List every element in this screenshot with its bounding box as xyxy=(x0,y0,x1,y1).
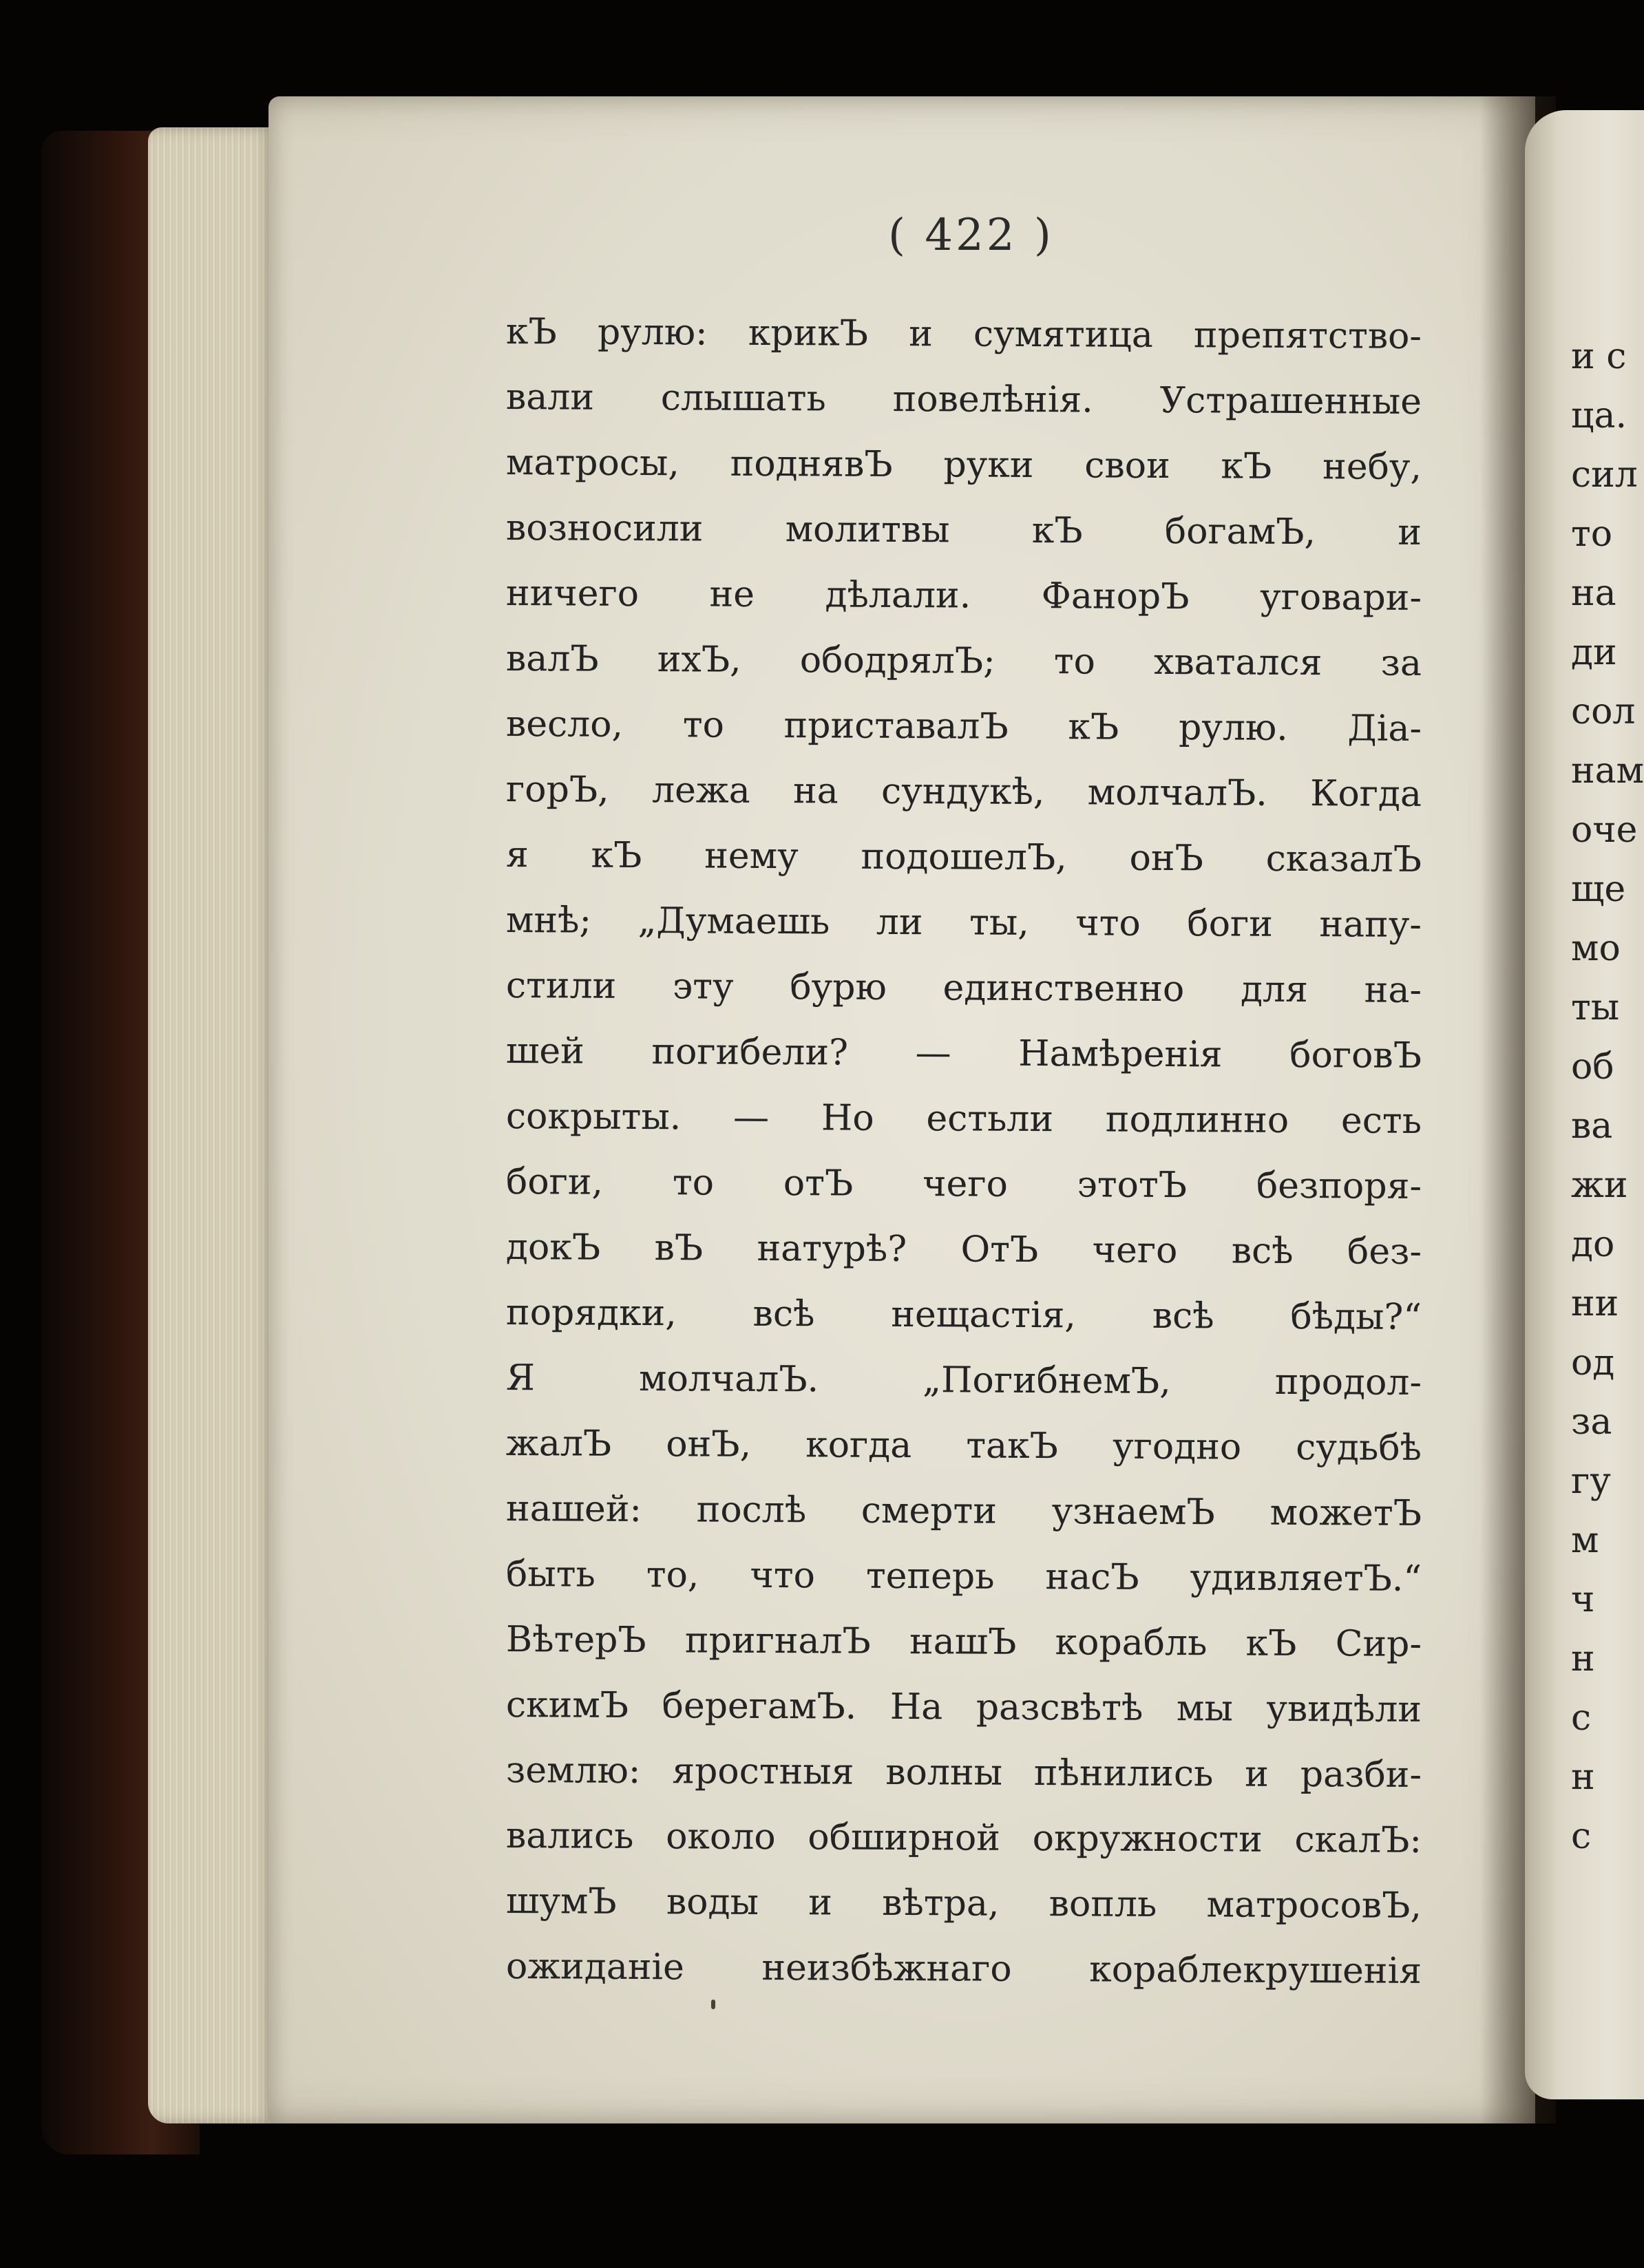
facing-text-line: ч xyxy=(1571,1579,1595,1620)
text-line: кЪ рулю: крикЪ и сумятица препятство- xyxy=(505,311,1422,357)
facing-text-line: ты xyxy=(1571,987,1620,1028)
text-line: весло, то приставалЪ кЪ рулю. Діа- xyxy=(505,703,1422,750)
page-text xyxy=(506,299,1422,2000)
facing-text-line: с xyxy=(1571,1697,1592,1739)
text-line: Я молчалЪ. „ПогибнемЪ, продол- xyxy=(505,1357,1422,1403)
text-line: скимЪ берегамЪ. На разсвѣтѣ мы увидѣли xyxy=(505,1684,1422,1730)
facing-text-line: с xyxy=(1571,1816,1592,1857)
facing-text-line: мо xyxy=(1571,928,1621,969)
text-line: вались около обширной окружности скалЪ: xyxy=(505,1815,1422,1861)
text-line: ВѣтерЪ пригналЪ нашЪ корабль кЪ Сир- xyxy=(505,1619,1422,1665)
facing-text-line: ни xyxy=(1571,1283,1619,1324)
facing-text-line: ди xyxy=(1571,632,1617,673)
facing-text-line: об xyxy=(1571,1046,1614,1088)
text-line: горЪ, лежа на сундукѣ, молчалЪ. Когда xyxy=(505,769,1422,815)
text-line: докЪ вЪ натурѣ? ОтЪ чего всѣ без- xyxy=(505,1227,1422,1273)
facing-text-line: на xyxy=(1571,573,1616,614)
text-line: мнѣ; „Думаешь ли ты, что боги напу- xyxy=(505,900,1422,946)
facing-page-text xyxy=(1571,327,1644,1866)
facing-text-line: гу xyxy=(1571,1461,1611,1502)
text-line: ожиданіе неизбѣжнаго кораблекрушенія xyxy=(505,1946,1422,1992)
facing-text-line: сил xyxy=(1571,454,1638,496)
facing-text-line: за xyxy=(1571,1401,1612,1443)
facing-text-line: сол xyxy=(1571,691,1636,732)
text-line: матросы, поднявЪ руки свои кЪ небу, xyxy=(505,442,1422,488)
text-line: ничего не дѣлали. ФанорЪ уговари- xyxy=(505,573,1422,619)
text-line: быть то, что теперь насЪ удивляетЪ.“ xyxy=(505,1554,1422,1600)
page-block-edge xyxy=(148,127,275,2123)
facing-text-line: оче xyxy=(1571,809,1638,851)
facing-text-line: н xyxy=(1571,1638,1595,1679)
text-line: валЪ ихЪ, ободрялЪ; то хватался за xyxy=(505,638,1422,684)
facing-text-line: и с xyxy=(1571,336,1627,377)
paper-speck xyxy=(711,2000,715,2009)
page-number: ( 422 ) xyxy=(888,210,1054,261)
facing-text-line: то xyxy=(1571,513,1613,555)
text-line: нашей: послѣ смерти узнаемЪ можетЪ xyxy=(505,1488,1422,1534)
facing-text-line: ва xyxy=(1571,1105,1613,1147)
text-line: вали слышать повелѣнія. Устрашенные xyxy=(505,377,1422,423)
facing-text-line: нам xyxy=(1571,750,1644,792)
text-line: жалЪ онЪ, когда такЪ угодно судьбѣ xyxy=(505,1423,1422,1469)
text-line: землю: яростныя волны пѣнились и разби- xyxy=(505,1750,1422,1796)
text-line: я кЪ нему подошелЪ, онЪ сказалЪ xyxy=(505,834,1422,880)
facing-text-line: м xyxy=(1571,1520,1599,1561)
text-line: стили эту бурю единственно для на- xyxy=(505,965,1422,1011)
text-line: шумЪ воды и вѣтра, вопль матросовЪ, xyxy=(505,1880,1422,1927)
facing-text-line: до xyxy=(1571,1224,1615,1265)
facing-text-line: од xyxy=(1571,1342,1615,1384)
facing-text-line: ца. xyxy=(1571,395,1627,436)
facing-text-line: ще xyxy=(1571,869,1626,910)
text-line: возносили молитвы кЪ богамЪ, и xyxy=(505,507,1422,553)
text-line: порядки, всѣ нещастія, всѣ бѣды?“ xyxy=(505,1292,1422,1338)
text-line: боги, то отЪ чего этотЪ безпоря- xyxy=(505,1161,1422,1207)
facing-text-line: н xyxy=(1571,1757,1595,1798)
text-line: сокрыты. — Но естьли подлинно есть xyxy=(505,1096,1422,1142)
text-line: шей погибели? — Намѣренія боговЪ xyxy=(505,1030,1422,1077)
facing-text-line: жи xyxy=(1571,1165,1628,1206)
